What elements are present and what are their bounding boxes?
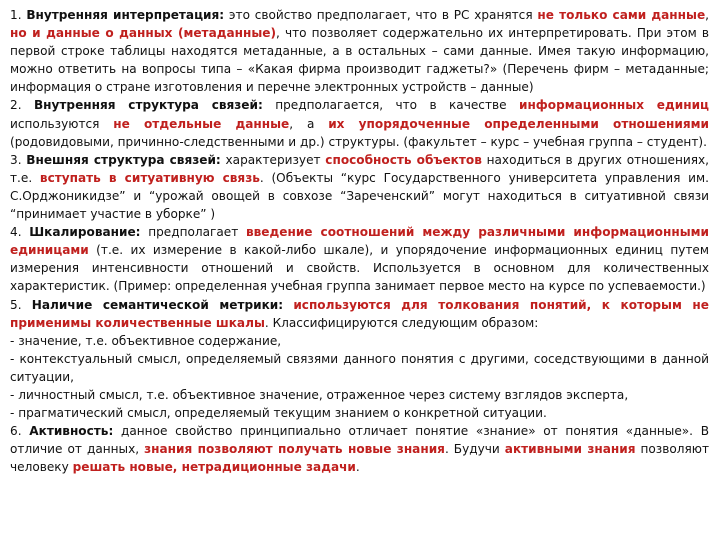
body-text: . Будучи bbox=[444, 442, 505, 457]
body-text: - прагматический смысл, определяемый текущим знанием о конкретной ситуации. bbox=[10, 406, 547, 421]
body-text: - контекстуальный смысл, определяемый связями данного понятия с другими, соседствующими в данной ситуации, bbox=[10, 351, 709, 384]
highlighted-phrase: способность объектов bbox=[325, 152, 482, 167]
item-heading: Внутренняя структура связей: bbox=[33, 98, 263, 113]
body-text: . Классифицируются следующим образом: bbox=[264, 315, 539, 330]
body-text: (т.е. их измерение в какой-либо шкале), и упорядочение информационных единиц путем измерения интенсивности отношений и свойств. Используется в основном для количественных характеристик. (Пример: определенная учебная группа занимает первое место на курсе по успеваемости.) bbox=[10, 243, 709, 294]
body-text: 2. bbox=[10, 98, 34, 113]
highlighted-phrase: знания позволяют получать новые знания bbox=[144, 442, 445, 457]
body-text: 6. bbox=[10, 424, 30, 439]
body-text bbox=[283, 298, 293, 312]
body-text: - личностный смысл, т.е. объективное значение, отраженное через систему взглядов эксперта, bbox=[10, 387, 629, 402]
paragraph-3 bbox=[10, 151, 709, 223]
paragraph-1 bbox=[10, 6, 709, 96]
paragraph-2 bbox=[10, 96, 709, 150]
body-text: находиться в других отношениях, т.е. bbox=[10, 152, 709, 185]
body-text: предполагается, что в качестве bbox=[262, 98, 519, 113]
body-text: , bbox=[705, 8, 710, 22]
highlighted-phrase: вступать в ситуативную связь bbox=[39, 170, 260, 185]
paragraph-10 bbox=[10, 422, 709, 476]
paragraph-5 bbox=[10, 296, 709, 332]
body-text: - значение, т.е. объективное содержание, bbox=[10, 333, 282, 348]
body-text: , а bbox=[289, 116, 329, 131]
body-text: 3. bbox=[10, 152, 27, 167]
highlighted-phrase: используются для толкования понятий, к которым не применимы количественные шкалы bbox=[10, 297, 709, 330]
document-body bbox=[10, 6, 709, 476]
body-text: данное свойство принципиально отличает понятие «знание» от понятия «данные». В отличие от данных, bbox=[10, 424, 710, 457]
highlighted-phrase: их упорядоченные определенными отношениями bbox=[328, 116, 709, 131]
highlighted-phrase: но и данные о данных (метаданные) bbox=[10, 26, 277, 41]
highlighted-phrase: информационных единиц bbox=[518, 98, 710, 113]
body-text: 4. bbox=[10, 225, 30, 240]
paragraph-7 bbox=[10, 350, 709, 386]
paragraph-6 bbox=[10, 332, 709, 350]
body-text: 5. bbox=[10, 297, 32, 312]
body-text: 1. bbox=[10, 8, 27, 22]
paragraph-4 bbox=[10, 223, 709, 295]
item-heading: Наличие семантической метрики: bbox=[31, 297, 284, 312]
body-text: позволяют человеку bbox=[10, 442, 709, 475]
highlighted-phrase: не отдельные данные bbox=[113, 116, 290, 131]
highlighted-phrase: активными знания bbox=[504, 442, 636, 457]
item-heading: Активность: bbox=[29, 424, 114, 439]
highlighted-phrase: решать новые, нетрадиционные задачи bbox=[72, 460, 356, 475]
body-text: . (Объекты “курс Государственного университета управления им. С.Орджоникидзе” и “урожай овощей в совхозе “Зареченский” могут находиться в ситуативной связи “принимает участие в уборке” ) bbox=[10, 170, 709, 222]
body-text: (родовидовыми, причинно-следственными и др.) структуры. (факультет – курс – учебная группа – студент). bbox=[10, 134, 707, 149]
highlighted-phrase: введение соотношений между различными информационными единицами bbox=[10, 225, 709, 258]
item-heading: Шкалирование: bbox=[29, 225, 141, 240]
item-heading: Внутренняя интерпретация: bbox=[26, 8, 225, 22]
body-text: , что позволяет содержательно их интерпретировать. При этом в первой строке таблицы находятся метаданные, а в остальных – сами данные. Имея такую информацию, можно ответить на вопросы типа – «Какая фирма производит гаджеты?» (Перечень фирм – метаданные; информация о стране изготовления и перечне электронных устройств – данные) bbox=[10, 26, 709, 95]
body-text: характеризует bbox=[220, 152, 326, 167]
paragraph-9 bbox=[10, 404, 709, 422]
body-text: предполагает bbox=[140, 225, 246, 240]
body-text: используются bbox=[10, 116, 114, 131]
paragraph-8 bbox=[10, 386, 709, 404]
item-heading: Внешняя структура связей: bbox=[26, 152, 221, 167]
body-text: это свойство предполагает, что в РС хранятся bbox=[224, 8, 538, 22]
body-text: . bbox=[355, 460, 360, 475]
highlighted-phrase: не только сами данные bbox=[537, 8, 706, 22]
